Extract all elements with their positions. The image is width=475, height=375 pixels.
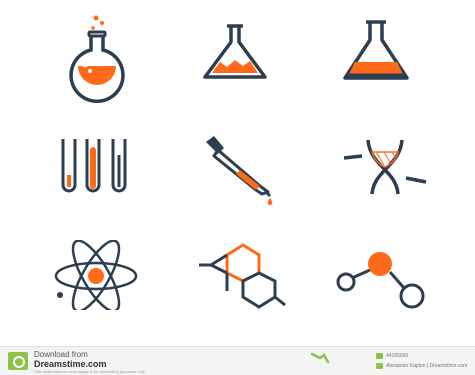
molecule-structure-icon <box>195 235 290 315</box>
download-from-label: Download from <box>34 350 88 359</box>
image-id-icon <box>376 353 383 359</box>
watermark-hook-icon <box>310 352 332 364</box>
test-tubes-icon <box>55 135 140 200</box>
fine-print: This watermarked comp image is for previewing purposes only. <box>34 369 146 374</box>
watermark-footer <box>0 346 475 375</box>
credit-text: Alexander Kaplun | Dreamstime.com <box>386 363 468 369</box>
atom-icon <box>50 240 145 310</box>
dreamstime-logo-icon <box>8 352 28 370</box>
round-flask-icon <box>55 10 145 105</box>
dna-icon <box>340 132 430 207</box>
pipette-icon <box>200 132 285 207</box>
credit-icon <box>376 363 383 369</box>
image-id: 44185660 <box>386 353 409 359</box>
conical-flask-icon <box>195 22 285 87</box>
brand-label: Dreamstime.com <box>34 359 107 369</box>
erlenmeyer-flask-icon <box>335 18 425 88</box>
molecule-bond-icon <box>330 242 430 312</box>
